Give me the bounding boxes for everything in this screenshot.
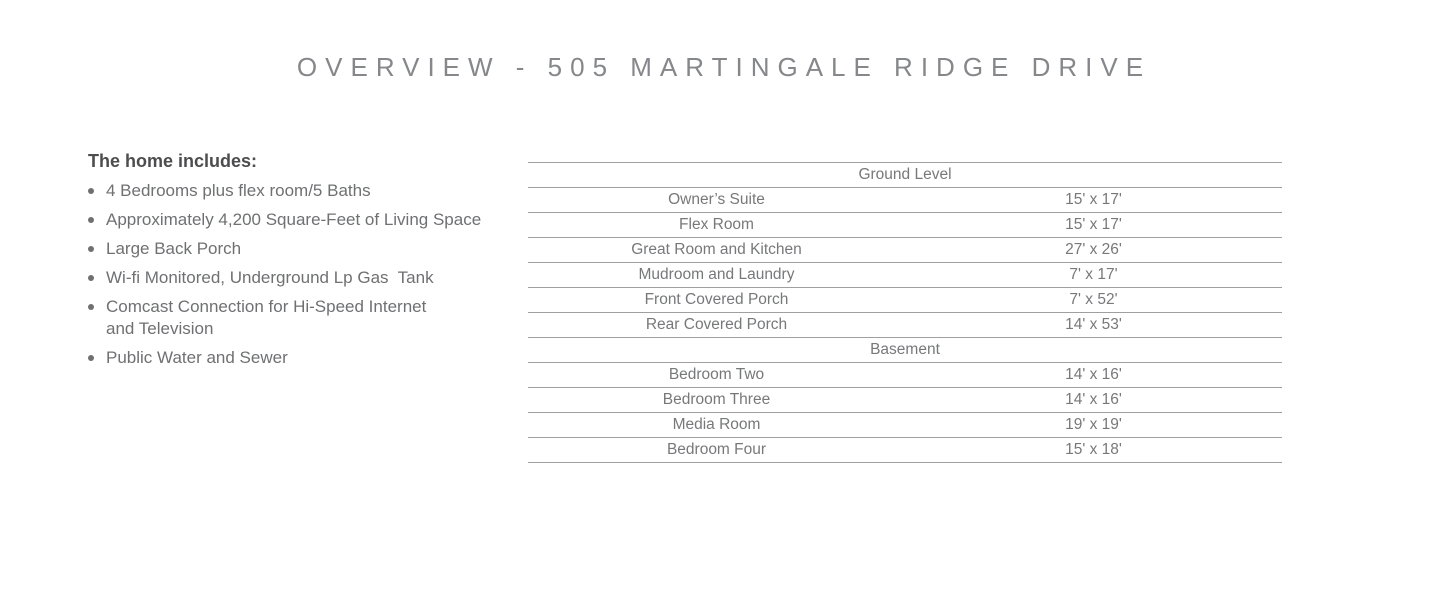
home-features-panel (88, 150, 488, 376)
table-row (528, 187, 1282, 212)
features-heading: The home includes: (88, 151, 258, 171)
list-item (88, 296, 488, 340)
page-title: OVERVIEW - 505 MARTINGALE RIDGE DRIVE (296, 52, 1152, 82)
room-size: 15' x 17' (1065, 191, 1122, 208)
bullet-text (106, 238, 241, 260)
room-name: Media Room (672, 416, 761, 433)
room-size: 14' x 16' (1065, 391, 1122, 408)
bullet-line: 4 Bedrooms plus flex room/5 Baths (106, 181, 371, 200)
room-name: Rear Covered Porch (645, 316, 788, 333)
table-row (528, 387, 1282, 412)
room-name: Front Covered Porch (644, 291, 789, 308)
bullet-line: Large Back Porch (106, 239, 242, 258)
table-row (528, 437, 1282, 462)
bullet-icon (88, 304, 94, 310)
table-section-row (528, 162, 1282, 187)
bullet-text (106, 209, 481, 231)
bullet-text (106, 180, 371, 202)
table-row (528, 362, 1282, 387)
room-size: 15' x 17' (1065, 216, 1122, 233)
features-list (88, 180, 488, 369)
room-size: 15' x 18' (1065, 441, 1122, 458)
table-row (528, 287, 1282, 312)
table-row (528, 212, 1282, 237)
table-row (528, 262, 1282, 287)
bullet-icon (88, 217, 94, 223)
list-item (88, 180, 488, 202)
table-row (528, 412, 1282, 437)
table-section-row (528, 337, 1282, 362)
room-name: Owner’s Suite (668, 191, 765, 208)
bullet-icon (88, 188, 94, 194)
list-item (88, 347, 488, 369)
room-name: Mudroom and Laundry (638, 266, 795, 283)
section-label: Ground Level (858, 166, 952, 183)
room-size: 14' x 53' (1065, 316, 1122, 333)
room-name: Bedroom Three (662, 391, 771, 408)
list-item (88, 238, 488, 260)
room-name: Great Room and Kitchen (631, 241, 802, 258)
room-size: 27' x 26' (1065, 241, 1122, 258)
list-item (88, 267, 488, 289)
room-name: Bedroom Two (668, 366, 765, 383)
room-name: Flex Room (679, 216, 754, 233)
bullet-icon (88, 246, 94, 252)
room-size: 7' x 17' (1069, 266, 1118, 283)
bullet-text (106, 267, 434, 289)
table-row (528, 312, 1282, 337)
bullet-icon (88, 275, 94, 281)
list-item (88, 209, 488, 231)
room-size: 19' x 19' (1065, 416, 1122, 433)
bullet-line: Public Water and Sewer (106, 348, 288, 367)
bullet-line: Wi-fi Monitored, Underground Lp Gas Tank (106, 268, 434, 287)
room-name: Bedroom Four (666, 441, 767, 458)
bullet-line: Approximately 4,200 Square-Feet of Living Space (106, 210, 482, 229)
room-size: 14' x 16' (1065, 366, 1122, 383)
bullet-text (106, 296, 426, 340)
bullet-line: and Television (106, 319, 214, 338)
bullet-icon (88, 355, 94, 361)
bullet-line: Comcast Connection for Hi-Speed Internet (106, 297, 427, 316)
room-size: 7' x 52' (1069, 291, 1118, 308)
table-row (528, 237, 1282, 262)
bullet-text (106, 347, 288, 369)
section-label: Basement (870, 341, 940, 358)
room-table (528, 162, 1282, 463)
